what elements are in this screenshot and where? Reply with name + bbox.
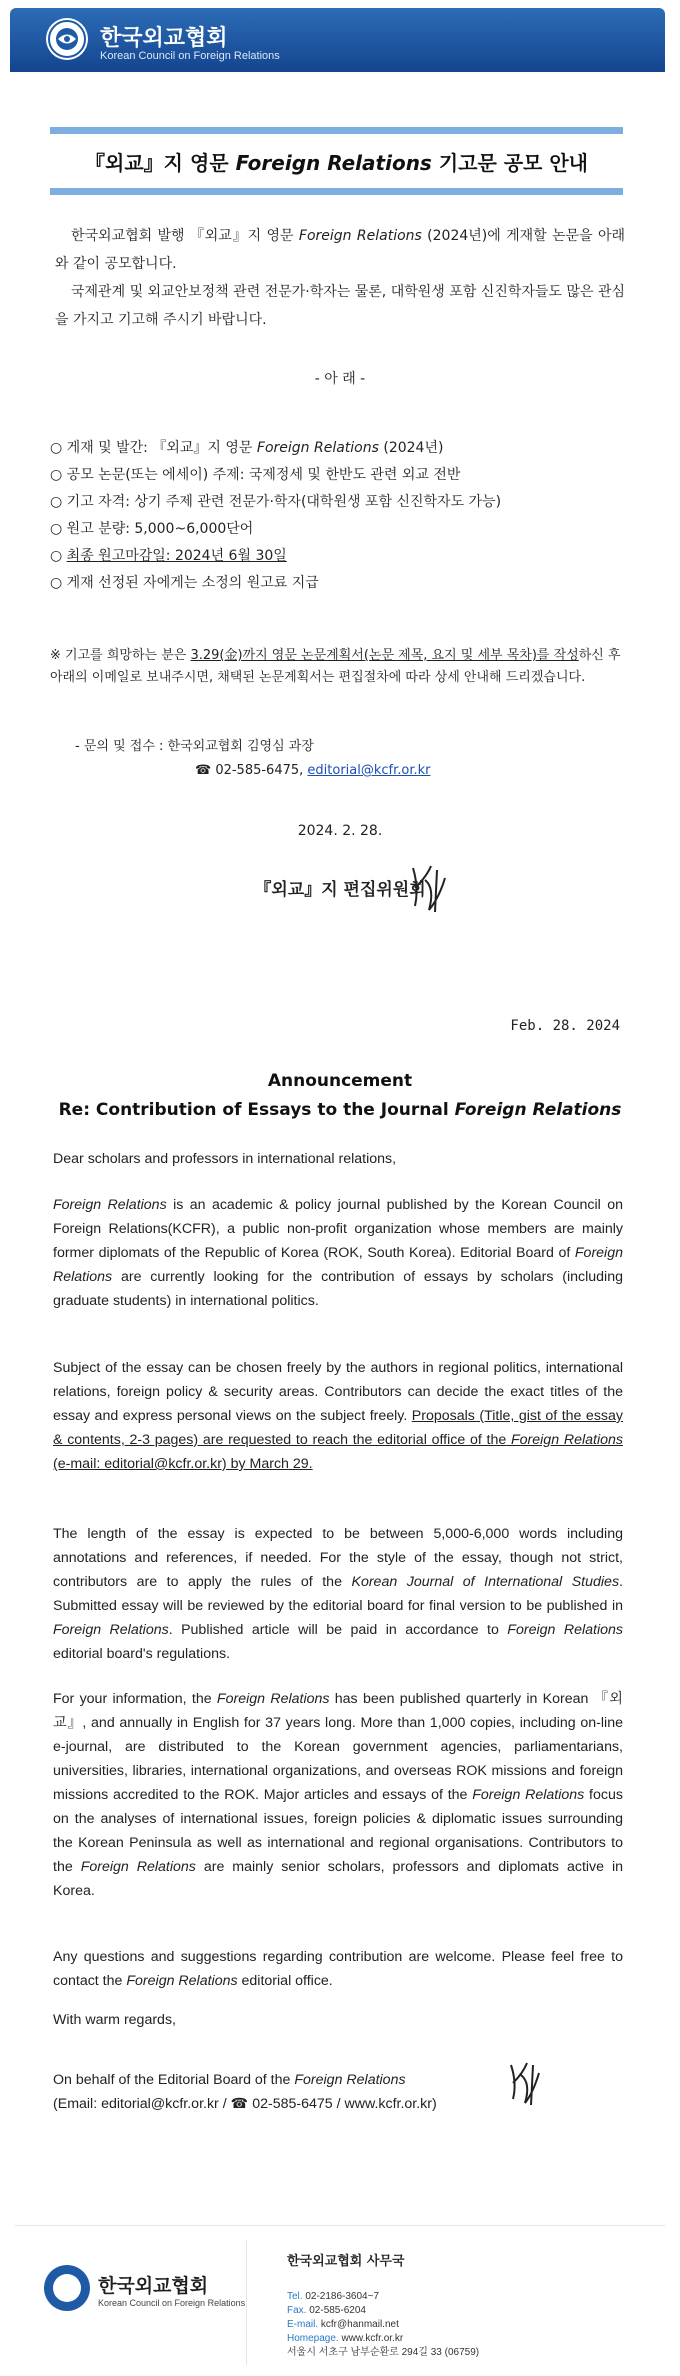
item-publication: ○ 게재 및 발간: 『외교』지 영문 Foreign Relations (2024년) xyxy=(50,440,444,456)
signature-icon xyxy=(405,858,455,918)
intro-text xyxy=(55,222,625,334)
notice-title-box xyxy=(50,127,623,195)
signoff-line: On behalf of the Editorial Board of the Foreign Relations xyxy=(53,2072,406,2088)
footer-logo-icon xyxy=(44,2265,90,2311)
office-tel: Tel. 02-2186-3604~7 xyxy=(287,2291,380,2302)
english-date: Feb. 28. 2024 xyxy=(510,1018,620,1034)
telephone-icon: ☎ 02-585-6475, xyxy=(195,763,304,778)
signature-icon-en xyxy=(505,2055,545,2111)
item-eligibility: ○ 기고 자격: 상기 주제 관련 전문가·학자(대학원생 포함 신진학자도 가능) xyxy=(50,494,502,510)
office-title: 한국외교협회 사무국 xyxy=(287,2254,405,2269)
letter-closing: With warm regards, xyxy=(53,2012,176,2028)
header-banner xyxy=(10,8,665,72)
item-topic: ○ 공모 논문(또는 에세이) 주제: 국제정세 및 한반도 관련 외교 전반 xyxy=(50,467,461,483)
office-info xyxy=(287,2290,479,2360)
letter-paragraph-2: Subject of the essay can be chosen freely by the authors in regional politics, international relations, foreign policy & security areas. Contributors can decide the exact titles of the essay and express personal views on the subject freely. Proposals (Title, gist of the essay & contents, 2-3 pages) are requested to reach the editorial office of the Foreign Relations (e-mail: editorial@kcfr.or.kr) by March 29. xyxy=(53,1360,623,1472)
signoff-contact: (Email: editorial@kcfr.or.kr / ☎ 02-585-6475 / www.kcfr.or.kr) xyxy=(53,2096,437,2112)
intro-paragraph-1: 한국외교협회 발행 『외교』지 영문 Foreign Relations (2024년)에 게재할 논문을 아래와 같이 공모합니다. xyxy=(55,228,626,272)
proposal-note: ※ 기고를 희망하는 분은 3.29(金)까지 영문 논문계획서(논문 제목, 요지 및 세부 목차)를 작성하신 후 아래의 이메일로 보내주시면, 채택된 논문계획서는 편집절차에 따라 상세 안내해 드리겠습니다. xyxy=(50,648,621,685)
contact-person: - 문의 및 접수 : 한국외교협회 김영심 과장 xyxy=(75,739,314,754)
announcement-subtitle: Re: Contribution of Essays to the Journal Foreign Relations xyxy=(58,1100,622,1120)
contact-phone-email xyxy=(75,759,431,783)
letter-paragraph-5: Any questions and suggestions regarding contribution are welcome. Please feel free to contact the Foreign Relations editorial office. xyxy=(53,1949,623,1989)
notice-title: 『외교』지 영문 Foreign Relations 기고문 공모 안내 xyxy=(85,150,588,175)
footer-vertical-divider xyxy=(246,2240,247,2365)
notice-items xyxy=(50,436,501,598)
header-org-name: 한국외교협회 xyxy=(100,26,228,51)
footer-divider xyxy=(15,2225,665,2226)
letter-paragraph-4: For your information, the Foreign Relations has been published quarterly in Korean 『외교』, and annually in English for 37 years long. More than 1,000 copies, including on-line e-journal, are distributed to the Korean government agencies, parliamentarians, universities, libraries, international organizations, and overseas ROK missions and foreign missions accredited to the ROK. Major articles and essays of the Foreign Relations focus on the analyses of international issues, foreign policies & diplomatic issues surrounding the Korean Peninsula as well as international and regional organisations. Contributors to the Foreign Relations are mainly senior scholars, professors and diplomats active in Korea. xyxy=(53,1691,623,1899)
notice-heading: - 아 래 - xyxy=(314,371,366,387)
header-org-name-en: Korean Council on Foreign Relations xyxy=(100,50,280,62)
kcfr-logo-icon xyxy=(46,18,88,60)
office-email: E-mail. kcfr@hanmail.net xyxy=(287,2319,399,2330)
letter-greeting: Dear scholars and professors in international relations, xyxy=(53,1151,397,1167)
contact-info xyxy=(75,735,431,783)
contact-email-link[interactable]: editorial@kcfr.or.kr xyxy=(307,763,431,778)
office-homepage: Homepage. www.kcfr.or.kr xyxy=(287,2333,404,2344)
intro-paragraph-2: 국제관계 및 외교안보정책 관련 전문가·학자는 물론, 대학원생 포함 신진학자들도 많은 관심을 가지고 기고해 주시기 바랍니다. xyxy=(55,284,625,328)
item-fee: ○ 게재 선정된 자에게는 소정의 원고료 지급 xyxy=(50,575,319,591)
committee-name: 『외교』지 편집위원회 xyxy=(254,880,426,900)
item-deadline: ○ 최종 원고마감일: 2024년 6월 30일 xyxy=(50,548,287,564)
date-kr: 2024. 2. 28. xyxy=(297,823,383,839)
letter-paragraph-1: Foreign Relations is an academic & policy journal published by the Korean Council on Foreign Relations(KCFR), a public non-profit organization whose members are mainly former diplomats of the Republic of Korea (ROK, South Korea). Editorial Board of Foreign Relations are currently looking for the contribution of essays by scholars (including graduate students) in international politics. xyxy=(53,1197,623,1309)
office-fax: Fax. 02-585-6204 xyxy=(287,2305,366,2316)
office-address: 서울시 서초구 남부순환로 294길 33 (06759) xyxy=(287,2347,480,2358)
announcement-title: Announcement xyxy=(267,1071,413,1091)
footer-org-name: 한국외교협회 xyxy=(98,2275,209,2297)
letter-paragraph-3: The length of the essay is expected to be between 5,000-6,000 words including annotations and references, if needed. For the style of the essay, though not strict, contributors are to apply the rules of the Korean Journal of International Studies. Submitted essay will be reviewed by the editorial board for final version to be published in Foreign Relations. Published article will be paid in accordance to Foreign Relations editorial board's regulations. xyxy=(53,1526,623,1662)
item-length: ○ 원고 분량: 5,000~6,000단어 xyxy=(50,521,254,537)
footer-org-name-en: Korean Council on Foreign Relations xyxy=(98,2298,246,2308)
